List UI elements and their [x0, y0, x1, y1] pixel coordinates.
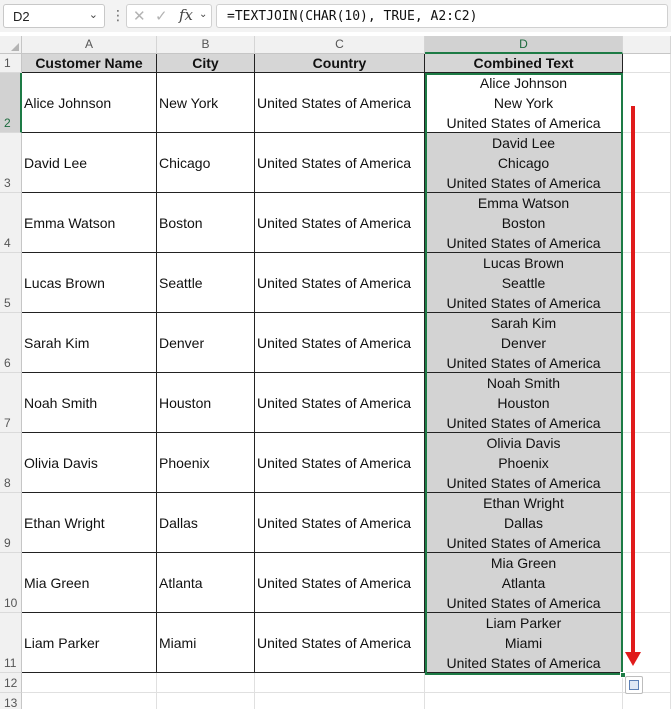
- cell-a-name[interactable]: Lucas Brown: [22, 253, 157, 313]
- cell-b-city[interactable]: New York: [157, 73, 255, 133]
- formula-bar: [0, 0, 671, 32]
- combined-line-name: Sarah Kim: [490, 315, 557, 331]
- cell-b-city[interactable]: Seattle: [157, 253, 255, 313]
- combined-line-country: United States of America: [446, 595, 601, 611]
- combined-line-city: Phoenix: [498, 455, 549, 471]
- row-header-8[interactable]: [0, 433, 22, 493]
- combined-line-city: Denver: [500, 335, 547, 351]
- cell-b-city[interactable]: Atlanta: [157, 553, 255, 613]
- cell-b-city[interactable]: Dallas: [157, 493, 255, 553]
- cell-a-name[interactable]: Alice Johnson: [22, 73, 157, 133]
- cell-b-city[interactable]: Houston: [157, 373, 255, 433]
- combined-line-name: Alice Johnson: [479, 75, 568, 91]
- cell-a-name[interactable]: Mia Green: [22, 553, 157, 613]
- row-header-7[interactable]: [0, 373, 22, 433]
- combined-text-cell[interactable]: [425, 613, 623, 673]
- cell-c-country[interactable]: United States of America: [255, 373, 425, 433]
- combined-line-country: United States of America: [446, 535, 601, 551]
- combined-line-country: United States of America: [446, 355, 601, 371]
- empty-cell[interactable]: [22, 693, 157, 709]
- combined-line-city: Boston: [501, 215, 546, 231]
- name-box[interactable]: [3, 4, 105, 28]
- cell-b-city[interactable]: Phoenix: [157, 433, 255, 493]
- combined-text-cell[interactable]: [425, 73, 623, 133]
- row-number: 9: [4, 536, 11, 550]
- column-header-b[interactable]: B: [157, 36, 255, 54]
- combined-text-cell[interactable]: [425, 253, 623, 313]
- combined-line-name: Ethan Wright: [483, 495, 564, 511]
- row-header-13[interactable]: [0, 693, 22, 709]
- row-header-5[interactable]: [0, 253, 22, 313]
- combined-line-country: United States of America: [446, 655, 601, 671]
- red-arrow-head: [625, 652, 641, 666]
- row-header-4[interactable]: [0, 193, 22, 253]
- red-arrow-line: [631, 106, 635, 656]
- combined-line-city: Dallas: [504, 515, 543, 531]
- quick-analysis-icon: [629, 680, 639, 690]
- cell-a-name[interactable]: Emma Watson: [22, 193, 157, 253]
- combined-line-country: United States of America: [446, 175, 601, 191]
- combined-text-cell[interactable]: [425, 133, 623, 193]
- row-number: 12: [4, 676, 18, 690]
- header-cell-d[interactable]: Combined Text: [425, 54, 623, 73]
- cell-c-country[interactable]: United States of America: [255, 553, 425, 613]
- cell-c-country[interactable]: United States of America: [255, 133, 425, 193]
- empty-cell[interactable]: [255, 693, 425, 709]
- formula-input[interactable]: [216, 4, 668, 28]
- more-options-icon[interactable]: ⋮: [111, 7, 125, 23]
- cell-a-name[interactable]: Ethan Wright: [22, 493, 157, 553]
- header-cell-b[interactable]: City: [157, 54, 255, 73]
- cell-c-country[interactable]: United States of America: [255, 613, 425, 673]
- cell-b-city[interactable]: Chicago: [157, 133, 255, 193]
- combined-line-name: Mia Green: [490, 555, 557, 571]
- combined-text-cell[interactable]: [425, 493, 623, 553]
- row-number: 1: [4, 56, 11, 70]
- combined-line-name: Olivia Davis: [486, 435, 561, 451]
- combined-line-city: Seattle: [501, 275, 546, 291]
- combined-line-city: Houston: [497, 395, 550, 411]
- row-number: 10: [4, 596, 18, 610]
- combined-line-country: United States of America: [446, 415, 601, 431]
- combined-line-name: David Lee: [491, 135, 556, 151]
- cell-b-city[interactable]: Miami: [157, 613, 255, 673]
- header-cell-c[interactable]: Country: [255, 54, 425, 73]
- combined-text-cell[interactable]: [425, 553, 623, 613]
- cell-a-name[interactable]: Noah Smith: [22, 373, 157, 433]
- row-header-3[interactable]: [0, 133, 22, 193]
- cell-c-country[interactable]: United States of America: [255, 193, 425, 253]
- row-number: 5: [4, 296, 11, 310]
- combined-line-city: Atlanta: [501, 575, 546, 591]
- chevron-down-icon[interactable]: ⌄: [88, 9, 98, 21]
- combined-line-country: United States of America: [446, 235, 601, 251]
- cell-b-city[interactable]: Boston: [157, 193, 255, 253]
- combined-line-name: Lucas Brown: [483, 255, 564, 271]
- column-header-c[interactable]: C: [255, 36, 425, 54]
- empty-cell[interactable]: [623, 54, 671, 73]
- select-all-icon: [11, 43, 19, 51]
- row-header-1[interactable]: [0, 54, 22, 73]
- combined-line-city: Chicago: [497, 155, 550, 171]
- combined-line-name: Liam Parker: [485, 615, 562, 631]
- column-header-d[interactable]: D: [425, 36, 623, 54]
- combined-line-city: New York: [493, 95, 554, 111]
- row-number: 7: [4, 416, 11, 430]
- row-header-10[interactable]: [0, 553, 22, 613]
- formula-text: =TEXTJOIN(CHAR(10), TRUE, A2:C2): [227, 9, 478, 24]
- combined-line-city: Miami: [504, 635, 543, 651]
- combined-line-country: United States of America: [446, 115, 601, 131]
- name-box-value: D2: [13, 9, 30, 24]
- row-header-6[interactable]: [0, 313, 22, 373]
- row-number: 4: [4, 236, 11, 250]
- empty-cell[interactable]: [255, 673, 425, 693]
- cell-a-name[interactable]: Liam Parker: [22, 613, 157, 673]
- cell-a-name[interactable]: David Lee: [22, 133, 157, 193]
- row-header-9[interactable]: [0, 493, 22, 553]
- row-number: 3: [4, 176, 11, 190]
- row-number: 6: [4, 356, 11, 370]
- combined-line-name: Emma Watson: [477, 195, 570, 211]
- row-header-2[interactable]: [0, 73, 22, 133]
- combined-line-country: United States of America: [446, 295, 601, 311]
- row-number: 2: [4, 116, 11, 130]
- insert-function-icon[interactable]: fx: [179, 6, 194, 24]
- empty-cell[interactable]: [22, 673, 157, 693]
- column-header-a[interactable]: A: [22, 36, 157, 54]
- row-number: 8: [4, 476, 11, 490]
- combined-text-cell[interactable]: [425, 193, 623, 253]
- quick-analysis-button[interactable]: [625, 676, 643, 694]
- combined-line-country: United States of America: [446, 475, 601, 491]
- row-number: 13: [4, 696, 18, 709]
- column-header-empty: [623, 36, 671, 54]
- cell-c-country[interactable]: United States of America: [255, 73, 425, 133]
- cell-c-country[interactable]: United States of America: [255, 313, 425, 373]
- cell-a-name[interactable]: Olivia Davis: [22, 433, 157, 493]
- empty-cell[interactable]: [623, 693, 671, 709]
- row-header-11[interactable]: [0, 613, 22, 673]
- row-number: 11: [4, 656, 17, 670]
- cell-c-country[interactable]: United States of America: [255, 433, 425, 493]
- empty-cell[interactable]: [157, 693, 255, 709]
- select-all-corner[interactable]: [0, 36, 22, 54]
- empty-cell[interactable]: [157, 673, 255, 693]
- combined-text-cell[interactable]: [425, 313, 623, 373]
- empty-cell[interactable]: [425, 693, 623, 709]
- row-header-12[interactable]: [0, 673, 22, 693]
- combined-text-cell[interactable]: [425, 373, 623, 433]
- cell-c-country[interactable]: United States of America: [255, 253, 425, 313]
- enter-icon[interactable]: ✓: [155, 8, 168, 25]
- cancel-icon[interactable]: ✕: [133, 8, 146, 25]
- header-cell-a[interactable]: Customer Name: [22, 54, 157, 73]
- combined-text-cell[interactable]: [425, 433, 623, 493]
- empty-cell[interactable]: [425, 673, 623, 693]
- combined-line-name: Noah Smith: [486, 375, 561, 391]
- cell-b-city[interactable]: Denver: [157, 313, 255, 373]
- cell-a-name[interactable]: Sarah Kim: [22, 313, 157, 373]
- chevron-down-icon[interactable]: ⌄: [199, 9, 208, 20]
- formula-controls: [126, 4, 212, 28]
- cell-c-country[interactable]: United States of America: [255, 493, 425, 553]
